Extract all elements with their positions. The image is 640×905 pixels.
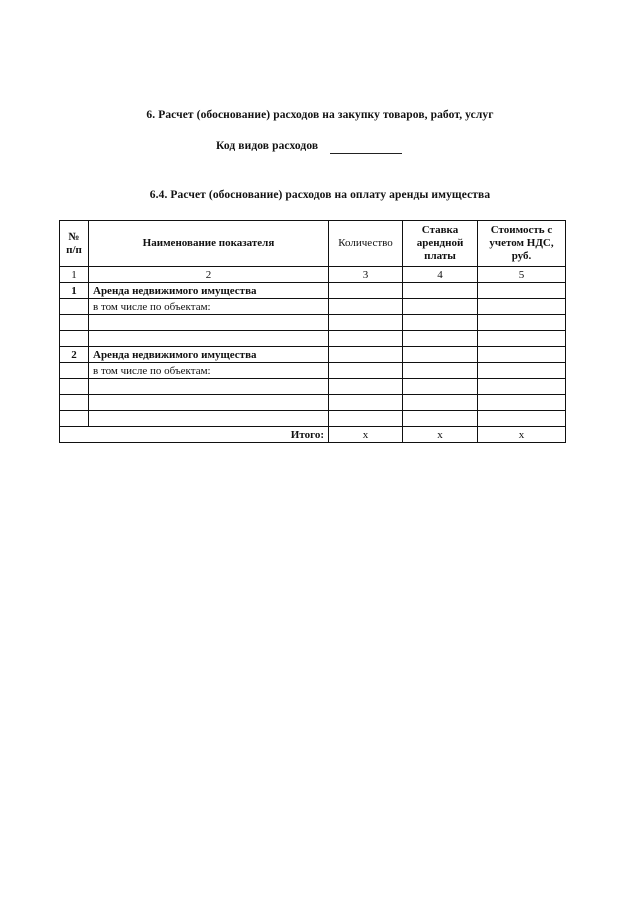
table-cell xyxy=(478,363,566,379)
table-cell xyxy=(478,331,566,347)
row-subtitle: в том числе по объектам: xyxy=(89,299,329,315)
header-name: Наименование показателя xyxy=(89,221,329,267)
total-rate: x xyxy=(403,427,478,443)
table-cell xyxy=(329,379,403,395)
table-cell xyxy=(329,331,403,347)
subsection-title: 6.4. Расчет (обоснование) расходов на оплату аренды имущества xyxy=(149,189,491,201)
header-qty: Количество xyxy=(329,221,403,267)
table-row xyxy=(60,363,566,379)
row-subtitle: в том числе по объектам: xyxy=(89,363,329,379)
table-cell xyxy=(60,315,89,331)
table-row xyxy=(60,299,566,315)
table-cell xyxy=(403,347,478,363)
column-number: 1 xyxy=(60,267,89,283)
table-cell xyxy=(329,283,403,299)
table-cell xyxy=(403,283,478,299)
table-cell xyxy=(89,331,329,347)
table-cell xyxy=(478,283,566,299)
total-row xyxy=(60,427,566,443)
section-title: 6. Расчет (обоснование) расходов на закупку товаров, работ, услуг xyxy=(146,109,494,121)
table-cell xyxy=(478,315,566,331)
table-cell xyxy=(89,379,329,395)
table-row xyxy=(60,347,566,363)
row-number: 2 xyxy=(60,347,89,363)
header-num: № п/п xyxy=(60,221,89,267)
table-cell xyxy=(329,347,403,363)
column-number: 4 xyxy=(403,267,478,283)
table-cell xyxy=(60,379,89,395)
table-row xyxy=(60,411,566,427)
rent-calculation-table xyxy=(59,220,566,443)
table-cell xyxy=(60,299,89,315)
table-cell xyxy=(403,363,478,379)
row-title: Аренда недвижимого имущества xyxy=(89,347,329,363)
table-cell xyxy=(329,363,403,379)
column-number-row xyxy=(60,267,566,283)
table-row xyxy=(60,379,566,395)
table-cell xyxy=(89,315,329,331)
table-cell xyxy=(403,379,478,395)
expense-code-blank xyxy=(330,153,402,154)
header-rate: Ставка арендной платы xyxy=(403,221,478,267)
table-cell xyxy=(403,299,478,315)
column-number: 3 xyxy=(329,267,403,283)
table-cell xyxy=(60,411,89,427)
table-row xyxy=(60,283,566,299)
table-cell xyxy=(478,395,566,411)
table-cell xyxy=(329,315,403,331)
table-cell xyxy=(478,379,566,395)
table-cell xyxy=(329,411,403,427)
expense-code-label: Код видов расходов xyxy=(216,140,319,152)
row-number: 1 xyxy=(60,283,89,299)
table-cell xyxy=(403,411,478,427)
table-cell xyxy=(403,331,478,347)
row-title: Аренда недвижимого имущества xyxy=(89,283,329,299)
table-row xyxy=(60,395,566,411)
table-cell xyxy=(89,411,329,427)
total-cost: x xyxy=(478,427,566,443)
header-cost: Стоимость с учетом НДС, руб. xyxy=(478,221,566,267)
total-qty: x xyxy=(329,427,403,443)
table-row xyxy=(60,331,566,347)
column-number: 2 xyxy=(89,267,329,283)
table-cell xyxy=(329,299,403,315)
total-label: Итого: xyxy=(60,427,329,443)
table-cell xyxy=(329,395,403,411)
table-cell xyxy=(403,315,478,331)
table-cell xyxy=(60,331,89,347)
table-cell xyxy=(60,395,89,411)
table-cell xyxy=(89,395,329,411)
table-cell xyxy=(60,363,89,379)
table-cell xyxy=(478,299,566,315)
table-cell xyxy=(403,395,478,411)
table-cell xyxy=(478,347,566,363)
table-header-row xyxy=(60,221,566,267)
table-row xyxy=(60,315,566,331)
table-cell xyxy=(478,411,566,427)
column-number: 5 xyxy=(478,267,566,283)
